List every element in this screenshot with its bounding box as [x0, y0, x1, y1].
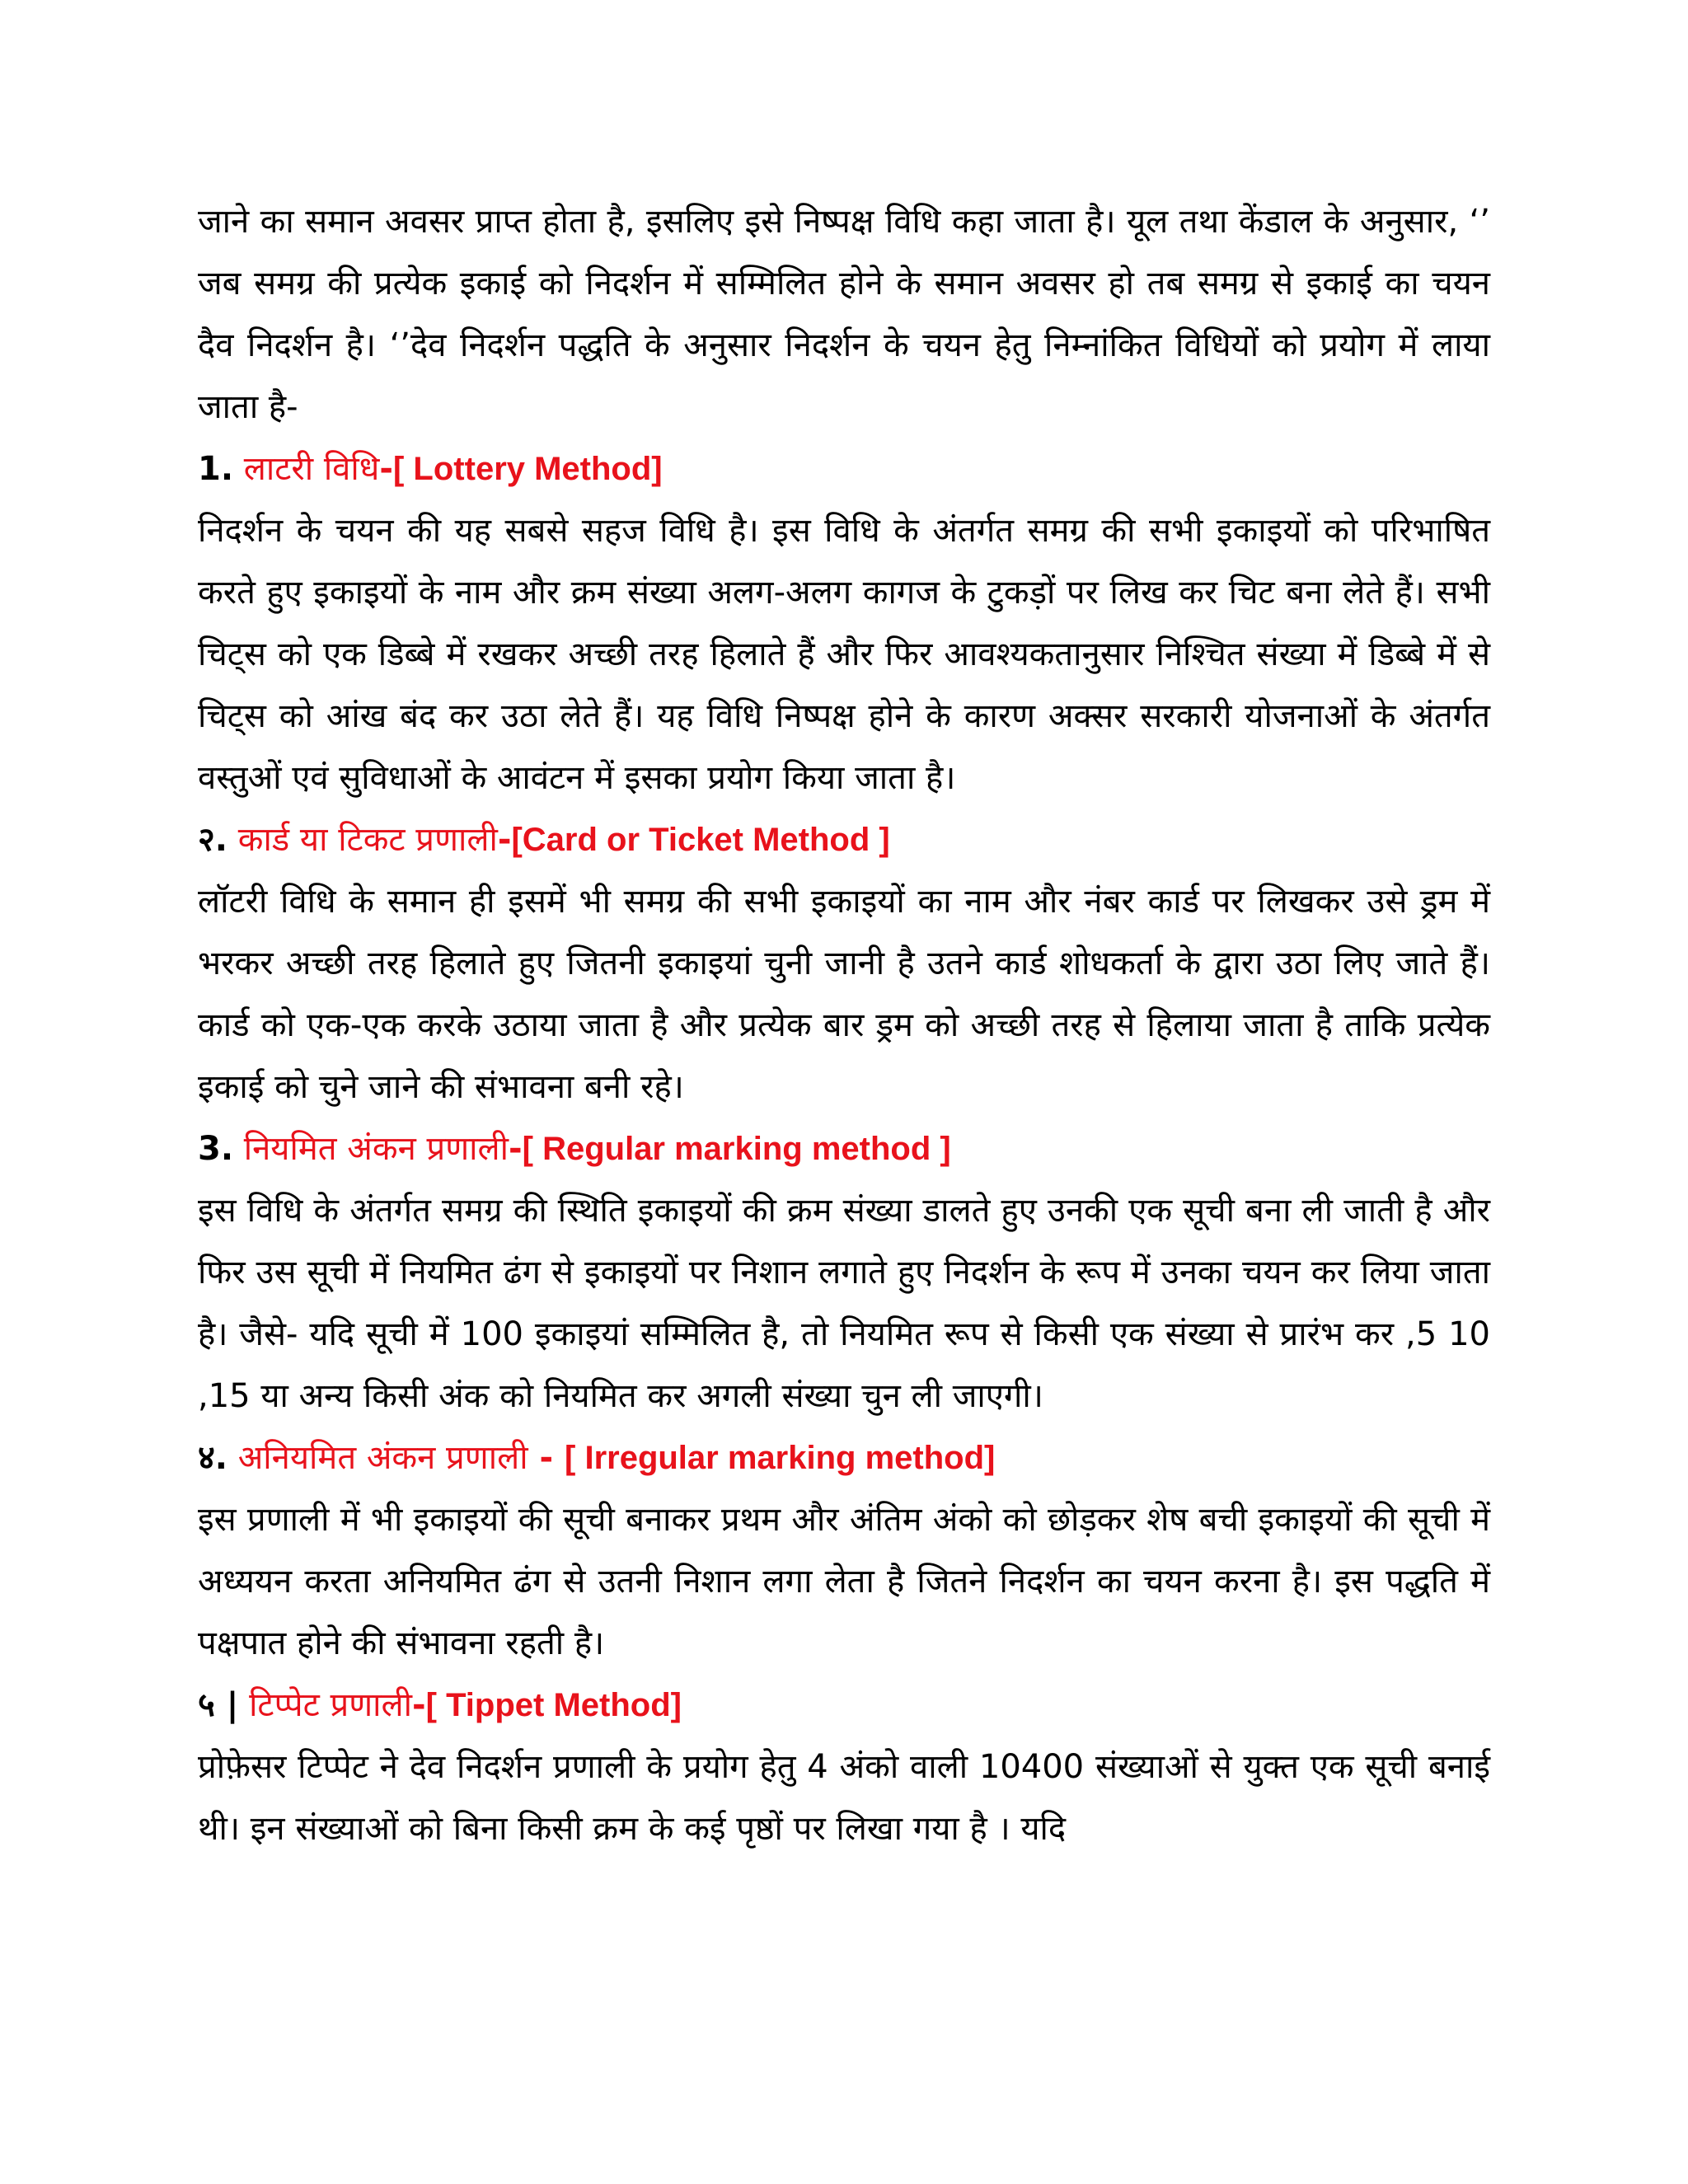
section-irregular-marking: [198, 1427, 1490, 1675]
section-heading: [198, 438, 1490, 500]
section-body: इस विधि के अंतर्गत समग्र की स्थिति इकाइयों की क्रम संख्या डालते हुए उनकी एक सूची बना ली जाती है और फिर उस सूची में नियमित ढंग से इकाइयों पर निशान लगाते हुए निदर्शन के रूप में उनका चयन कर लिया जाता है। जैसे- यदि सूची में 100 इकाइयां सम्मिलित है, तो नियमित रूप से किसी एक संख्या से प्रारंभ कर ,5 10 ,15 या अन्य किसी अंक को नियमित कर अगली संख्या चुन ली जाएगी।: [198, 1192, 1490, 1415]
section-title-hindi: टिप्पेट प्रणाली: [249, 1686, 413, 1724]
section-number: ५ |: [198, 1686, 239, 1724]
section-number: 3.: [198, 1130, 234, 1168]
section-title-english: [ Lottery Method]: [393, 451, 663, 487]
section-body: लॉटरी विधि के समान ही इसमें भी समग्र की सभी इकाइयों का नाम और नंबर कार्ड पर लिखकर उसे ड्रम में भरकर अच्छी तरह हिलाते हुए जितनी इकाइयां चुनी जानी है उतने कार्ड शोधकर्ता के द्वारा उठा लिए जाते हैं। कार्ड को एक-एक करके उठाया जाता है और प्रत्येक बार ड्रम को अच्छी तरह से हिलाया जाता है ताकि प्रत्येक इकाई को चुने जाने की संभावना बनी रहे।: [198, 883, 1490, 1106]
section-card-ticket: [198, 809, 1490, 1118]
title-separator: -: [528, 1439, 565, 1477]
section-title-hindi: अनियमित अंकन प्रणाली: [237, 1439, 528, 1477]
section-number: ४.: [198, 1439, 227, 1477]
section-title-hindi: कार्ड या टिकट प्रणाली: [237, 821, 498, 859]
section-title-english: [ Regular marking method ]: [522, 1131, 951, 1167]
section-heading: [198, 809, 1490, 871]
section-title-english: [Card or Ticket Method ]: [511, 822, 890, 858]
section-title-hindi: नियमित अंकन प्रणाली: [243, 1130, 509, 1168]
section-title-english: [ Tippet Method]: [425, 1687, 682, 1723]
section-heading: [198, 1118, 1490, 1180]
title-separator: -: [412, 1686, 426, 1724]
page-content: [198, 191, 1490, 1860]
section-regular-marking: [198, 1118, 1490, 1427]
section-heading: [198, 1675, 1490, 1736]
section-lottery: [198, 438, 1490, 809]
section-tippet: [198, 1675, 1490, 1860]
section-body: प्रोफ़ेसर टिप्पेट ने देव निदर्शन प्रणाली के प्रयोग हेतु 4 अंको वाली 10400 संख्याओं से युक्त एक सूची बनाई थी। इन संख्याओं को बिना किसी क्रम के कई पृष्ठों पर लिखा गया है । यदि: [198, 1748, 1490, 1848]
section-number: 1.: [198, 450, 234, 488]
section-body: इस प्रणाली में भी इकाइयों की सूची बनाकर प्रथम और अंतिम अंको को छोड़कर शेष बची इकाइयों की सूची में अध्ययन करता अनियमित ढंग से उतनी निशान लगा लेता है जितने निदर्शन का चयन करना है। इस पद्धति में पक्षपात होने की संभावना रहती है।: [198, 1501, 1490, 1662]
section-title-english: [ Irregular marking method]: [565, 1440, 996, 1476]
title-separator: -: [497, 821, 512, 859]
section-title-hindi: लाटरी विधि: [243, 450, 380, 488]
title-separator: -: [379, 450, 393, 488]
intro-paragraph: जाने का समान अवसर प्राप्त होता है, इसलिए इसे निष्पक्ष विधि कहा जाता है। यूल तथा केंडाल के अनुसार, ‘’ जब समग्र की प्रत्येक इकाई को निदर्शन में सम्मिलित होने के समान अवसर हो तब समग्र से इकाई का चयन दैव निदर्शन है। ‘’देव निदर्शन पद्धति के अनुसार निदर्शन के चयन हेतु निम्नांकित विधियों को प्रयोग में लाया जाता है-: [198, 203, 1490, 426]
title-separator: -: [509, 1130, 523, 1168]
section-body: निदर्शन के चयन की यह सबसे सहज विधि है। इस विधि के अंतर्गत समग्र की सभी इकाइयों को परिभाषित करते हुए इकाइयों के नाम और क्रम संख्या अलग-अलग कागज के टुकड़ों पर लिख कर चिट बना लेते हैं। सभी चिट्स को एक डिब्बे में रखकर अच्छी तरह हिलाते हैं और फिर आवश्यकतानुसार निश्चित संख्या में डिब्बे में से चिट्स को आंख बंद कर उठा लेते हैं। यह विधि निष्पक्ष होने के कारण अक्सर सरकारी योजनाओं के अंतर्गत वस्तुओं एवं सुविधाओं के आवंटन में इसका प्रयोग किया जाता है।: [198, 512, 1490, 797]
section-number: २.: [198, 821, 227, 859]
section-heading: [198, 1427, 1490, 1489]
